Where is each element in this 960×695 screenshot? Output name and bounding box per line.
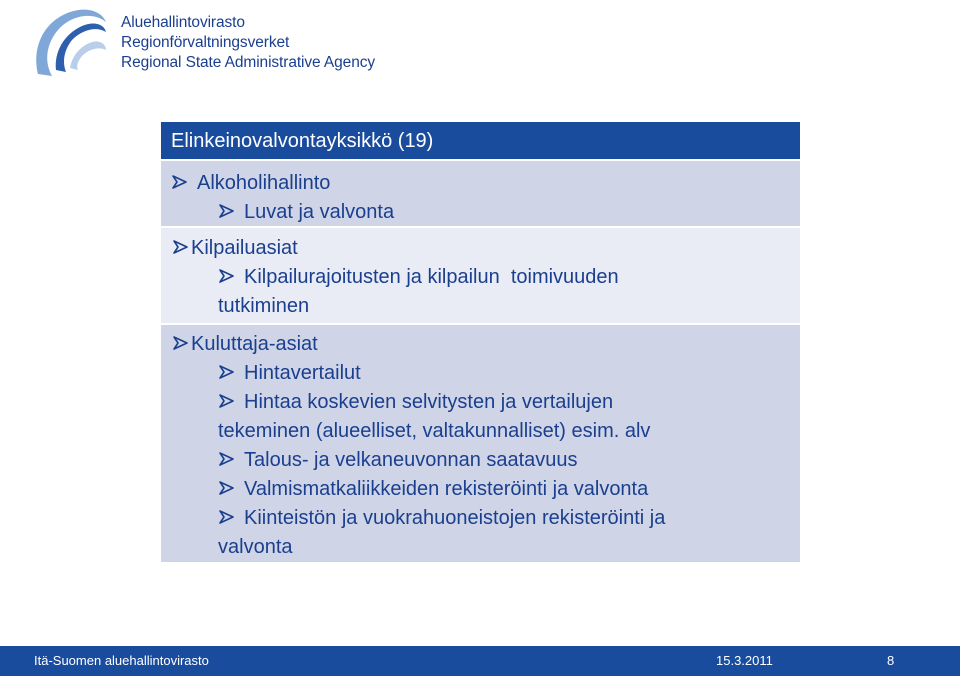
logo-line-fi: Aluehallintovirasto (121, 14, 245, 31)
item-continuation: valvonta (218, 536, 293, 558)
arrow-bullet-icon (218, 480, 236, 496)
arrow-bullet-icon (218, 509, 236, 525)
logo-line-sv: Regionförvaltningsverket (121, 34, 290, 51)
arrow-bullet-icon (218, 268, 236, 284)
heading-text: Kuluttaja-asiat (191, 333, 318, 355)
avi-logo-icon (28, 4, 108, 84)
table-title: Elinkeinovalvontayksikkö (19) (161, 122, 800, 159)
table-row-alkoholihallinto (161, 159, 800, 226)
item-text: Kilpailurajoitusten ja kilpailun toimivuuden (244, 266, 619, 288)
arrow-bullet-icon (218, 364, 236, 380)
row-heading (171, 169, 800, 198)
row-heading (171, 330, 800, 359)
item-text: Hintavertailut (244, 362, 361, 384)
item-text: Kiinteistön ja vuokrahuoneistojen rekisteröinti ja (244, 507, 666, 529)
row-heading (171, 234, 800, 263)
arrow-bullet-icon (218, 451, 236, 467)
item-text: Hintaa koskevien selvitysten ja vertailujen (244, 391, 614, 413)
logo-text (121, 13, 375, 73)
footer-organization: Itä-Suomen aluehallintovirasto (34, 653, 209, 668)
footer-bar (0, 646, 960, 676)
table-row-kuluttaja-asiat (161, 323, 800, 562)
list-item (171, 504, 800, 533)
footer-page-number: 8 (887, 653, 895, 668)
arrow-bullet-icon (218, 203, 236, 219)
footer-date: 15.3.2011 (716, 653, 773, 668)
list-item (171, 388, 800, 417)
list-item (171, 198, 800, 227)
item-text: Talous- ja velkaneuvonnan saatavuus (244, 449, 578, 471)
logo-line-en: Regional State Administrative Agency (121, 54, 376, 71)
arrow-bullet-icon (218, 393, 236, 409)
item-text: Valmismatkaliikkeiden rekisteröinti ja valvonta (244, 478, 649, 500)
list-item (171, 446, 800, 475)
arrow-bullet-icon (171, 239, 191, 255)
content-table (161, 122, 800, 562)
arrow-bullet-icon (171, 335, 191, 351)
list-item (171, 475, 800, 504)
heading-text: Kilpailuasiat (191, 237, 298, 259)
item-continuation: tutkiminen (218, 295, 310, 317)
table-row-kilpailuasiat (161, 226, 800, 323)
heading-text: Alkoholihallinto (197, 172, 331, 194)
item-continuation: tekeminen (alueelliset, valtakunnalliset) esim. alv (218, 420, 651, 442)
item-text: Luvat ja valvonta (244, 201, 395, 223)
list-item (171, 263, 800, 292)
list-item (171, 359, 800, 388)
arrow-bullet-icon (171, 174, 189, 190)
